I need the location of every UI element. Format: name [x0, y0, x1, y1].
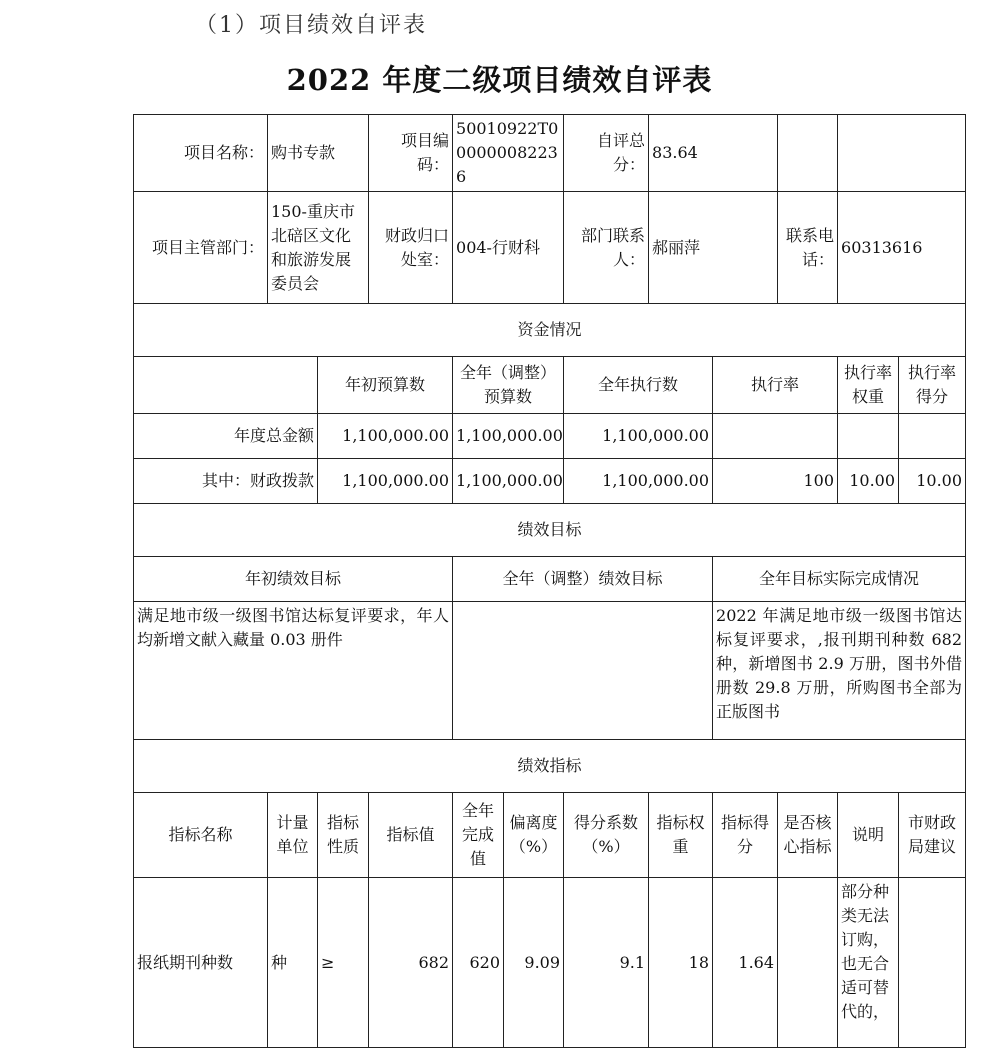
funds-header-weight: 执行率权重 — [838, 357, 899, 414]
ind-row-name: 报纸期刊种数 — [134, 878, 268, 1048]
ind-row-core — [778, 878, 838, 1048]
goals-content-row — [134, 602, 966, 740]
funds-row-label: 其中：财政拨款 — [134, 459, 318, 504]
ind-header-actual: 全年完成值 — [453, 793, 504, 878]
info-row-1 — [134, 115, 966, 192]
funds-header-executed: 全年执行数 — [564, 357, 713, 414]
goals-header-adjusted: 全年（调整）绩效目标 — [453, 557, 713, 602]
funds-row-rate: 100 — [713, 459, 838, 504]
funds-row-budget: 1,100,000.00 — [318, 459, 453, 504]
ind-header-unit: 计量单位 — [268, 793, 318, 878]
phone-value: 60313616 — [838, 192, 966, 304]
funds-header-rate: 执行率 — [713, 357, 838, 414]
funds-row-fiscal — [134, 459, 966, 504]
ind-row-nature: ≥ — [318, 878, 369, 1048]
goals-header-row — [134, 557, 966, 602]
finance-value: 004-行财科 — [453, 192, 564, 304]
ind-header-deviation: 偏离度（%） — [504, 793, 564, 878]
dept-value: 150-重庆市北碚区文化和旅游发展委员会 — [268, 192, 369, 304]
ind-header-core: 是否核心指标 — [778, 793, 838, 878]
funds-row-score — [899, 414, 966, 459]
ind-header-weight: 指标权重 — [649, 793, 713, 878]
funds-row-executed: 1,100,000.00 — [564, 459, 713, 504]
empty-cell — [778, 115, 838, 192]
goals-actual-text: 2022 年满足地市级一级图书馆达标复评要求，,报刊期刊种数 682 种，新增图书 2.9 万册，图书外借册数 29.8 万册，所购图书全部为正版图书 — [713, 602, 966, 740]
goals-adjusted-text — [453, 602, 713, 740]
funds-row-label: 年度总金额 — [134, 414, 318, 459]
goals-header-initial: 年初绩效目标 — [134, 557, 453, 602]
ind-header-value: 指标值 — [369, 793, 453, 878]
self-evaluation-table — [133, 114, 966, 1048]
ind-row-note: 部分种类无法订购，也无合适可替代的， — [838, 878, 899, 1048]
funds-header-score: 执行率得分 — [899, 357, 966, 414]
section-title: （1）项目绩效自评表 — [195, 13, 427, 38]
ind-row-advice — [899, 878, 966, 1048]
funds-header-budget: 年初预算数 — [318, 357, 453, 414]
goals-header-actual: 全年目标实际完成情况 — [713, 557, 966, 602]
ind-row-deviation: 9.09 — [504, 878, 564, 1048]
ind-header-name: 指标名称 — [134, 793, 268, 878]
funds-row-weight: 10.00 — [838, 459, 899, 504]
contact-label: 部门联系人： — [564, 192, 649, 304]
project-code-label: 项目编码： — [369, 115, 453, 192]
funds-row-score: 10.00 — [899, 459, 966, 504]
project-name-label: 项目名称： — [134, 115, 268, 192]
dept-label: 项目主管部门： — [134, 192, 268, 304]
empty-cell — [134, 357, 318, 414]
project-code-value: 50010922T000000082236 — [453, 115, 564, 192]
indicators-header-row — [134, 793, 966, 878]
ind-row-coef: 9.1 — [564, 878, 649, 1048]
funds-row-budget: 1,100,000.00 — [318, 414, 453, 459]
funds-header-row — [134, 357, 966, 414]
document-title: 2022 年度二级项目绩效自评表 — [286, 63, 713, 97]
ind-header-advice: 市财政局建议 — [899, 793, 966, 878]
funds-row-weight — [838, 414, 899, 459]
goals-initial-text: 满足地市级一级图书馆达标复评要求，年人均新增文献入藏量 0.03 册件 — [134, 602, 453, 740]
ind-row-score: 1.64 — [713, 878, 778, 1048]
finance-label: 财政归口处室： — [369, 192, 453, 304]
ind-header-note: 说明 — [838, 793, 899, 878]
empty-cell — [838, 115, 966, 192]
ind-header-coef: 得分系数（%） — [564, 793, 649, 878]
funds-row-total — [134, 414, 966, 459]
funds-header-adjusted: 全年（调整）预算数 — [453, 357, 564, 414]
indicators-section-row — [134, 740, 966, 793]
contact-value: 郝丽萍 — [649, 192, 778, 304]
score-label: 自评总分： — [564, 115, 649, 192]
ind-header-nature: 指标性质 — [318, 793, 369, 878]
funds-row-rate — [713, 414, 838, 459]
info-row-2 — [134, 192, 966, 304]
phone-label: 联系电话： — [778, 192, 838, 304]
ind-row-value: 682 — [369, 878, 453, 1048]
indicators-section-title: 绩效指标 — [134, 740, 966, 793]
funds-row-adjusted: 1,100,000.00 — [453, 459, 564, 504]
project-name-value: 购书专款 — [268, 115, 369, 192]
score-value: 83.64 — [649, 115, 778, 192]
ind-row-unit: 种 — [268, 878, 318, 1048]
funds-row-executed: 1,100,000.00 — [564, 414, 713, 459]
table-row — [134, 878, 966, 1048]
ind-row-actual: 620 — [453, 878, 504, 1048]
funds-section-title: 资金情况 — [134, 304, 966, 357]
goals-section-title: 绩效目标 — [134, 504, 966, 557]
ind-row-weight: 18 — [649, 878, 713, 1048]
funds-row-adjusted: 1,100,000.00 — [453, 414, 564, 459]
funds-section-row — [134, 304, 966, 357]
goals-section-row — [134, 504, 966, 557]
ind-header-score: 指标得分 — [713, 793, 778, 878]
